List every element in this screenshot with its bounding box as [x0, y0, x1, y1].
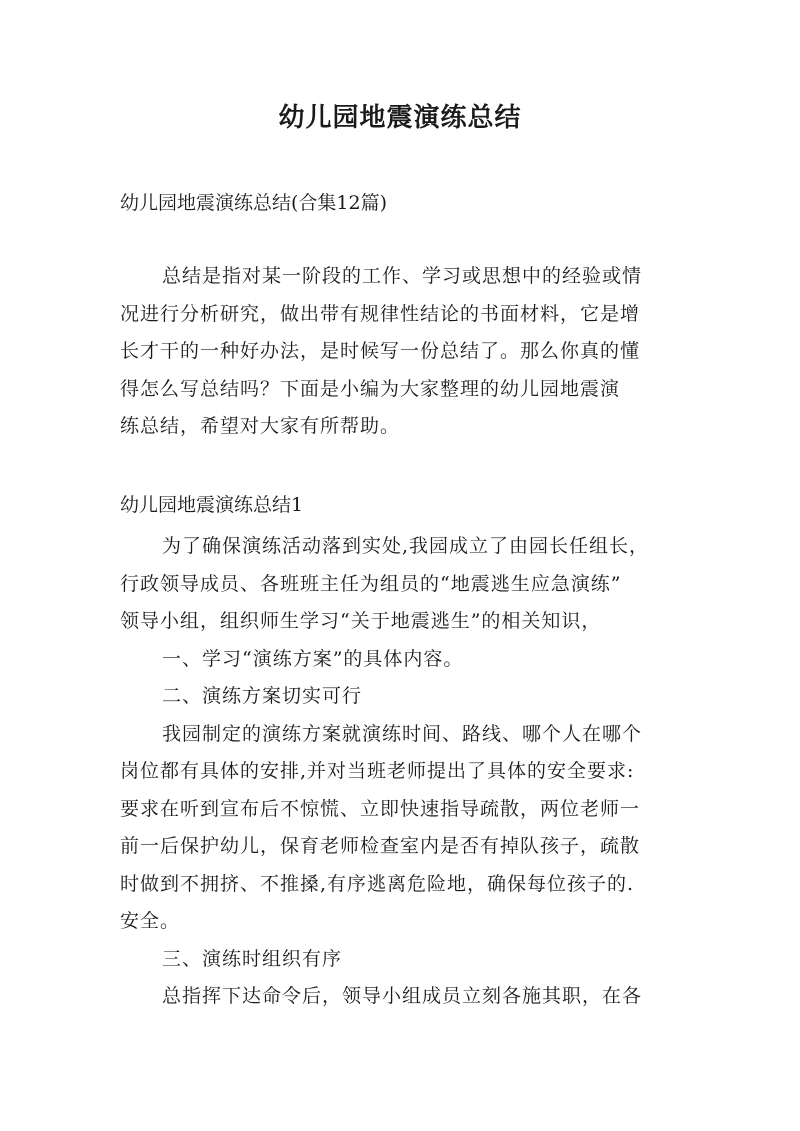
- intro-paragraph: [120, 258, 690, 446]
- intro-line: 况进行分析研究，做出带有规律性结论的书面材料，它是增: [120, 302, 641, 325]
- body-line: 行政领导成员、各班班主任为组员的“地震逃生应急演练”: [120, 572, 622, 595]
- body-line: 安全。: [120, 910, 181, 932]
- list-item-heading: 三、演练时组织有序: [162, 947, 343, 970]
- body-line: 时做到不拥挤、不推搡,有序逃离危险地，确保每位孩子的.: [120, 872, 635, 895]
- list-item-heading: 二、演练方案切实可行: [162, 685, 363, 707]
- intro-line: 得怎么写总结吗？下面是小编为大家整理的幼儿园地震演: [120, 377, 621, 400]
- body-line: 前一后保护幼儿，保育老师检查室内是否有掉队孩子，疏散: [120, 835, 641, 857]
- document-title: 幼儿园地震演练总结: [278, 103, 522, 133]
- body-line: 总指挥下达命令后，领导小组成员立刻各施其职，在各: [162, 985, 643, 1007]
- intro-line: 练总结，希望对大家有所帮助。: [120, 415, 401, 437]
- document-subtitle: 幼儿园地震演练总结(合集12篇): [120, 192, 388, 214]
- body-line: 要求在听到宣布后不惊慌、立即快速指导疏散，两位老师一: [120, 797, 641, 820]
- body-line: 我园制定的演练方案就演练时间、路线、哪个人在哪个: [162, 722, 643, 745]
- body-line: 领导小组，组织师生学习“关于地震逃生”的相关知识，: [120, 610, 602, 632]
- list-item-heading: 一、学习“演练方案”的具体内容。: [162, 647, 464, 670]
- body-line: 岗位都有具体的安排,并对当班老师提出了具体的安全要求:: [120, 760, 635, 782]
- section-body: [120, 528, 690, 1016]
- intro-line: 长才干的一种好办法，是时候写一份总结了。那么你真的懂: [120, 340, 641, 362]
- intro-line: 总结是指对某一阶段的工作、学习或思想中的经验或情: [162, 265, 643, 287]
- section-heading: 幼儿园地震演练总结1: [120, 494, 304, 516]
- body-line: 为了确保演练活动落到实处,我园成立了由园长任组长，: [162, 535, 650, 557]
